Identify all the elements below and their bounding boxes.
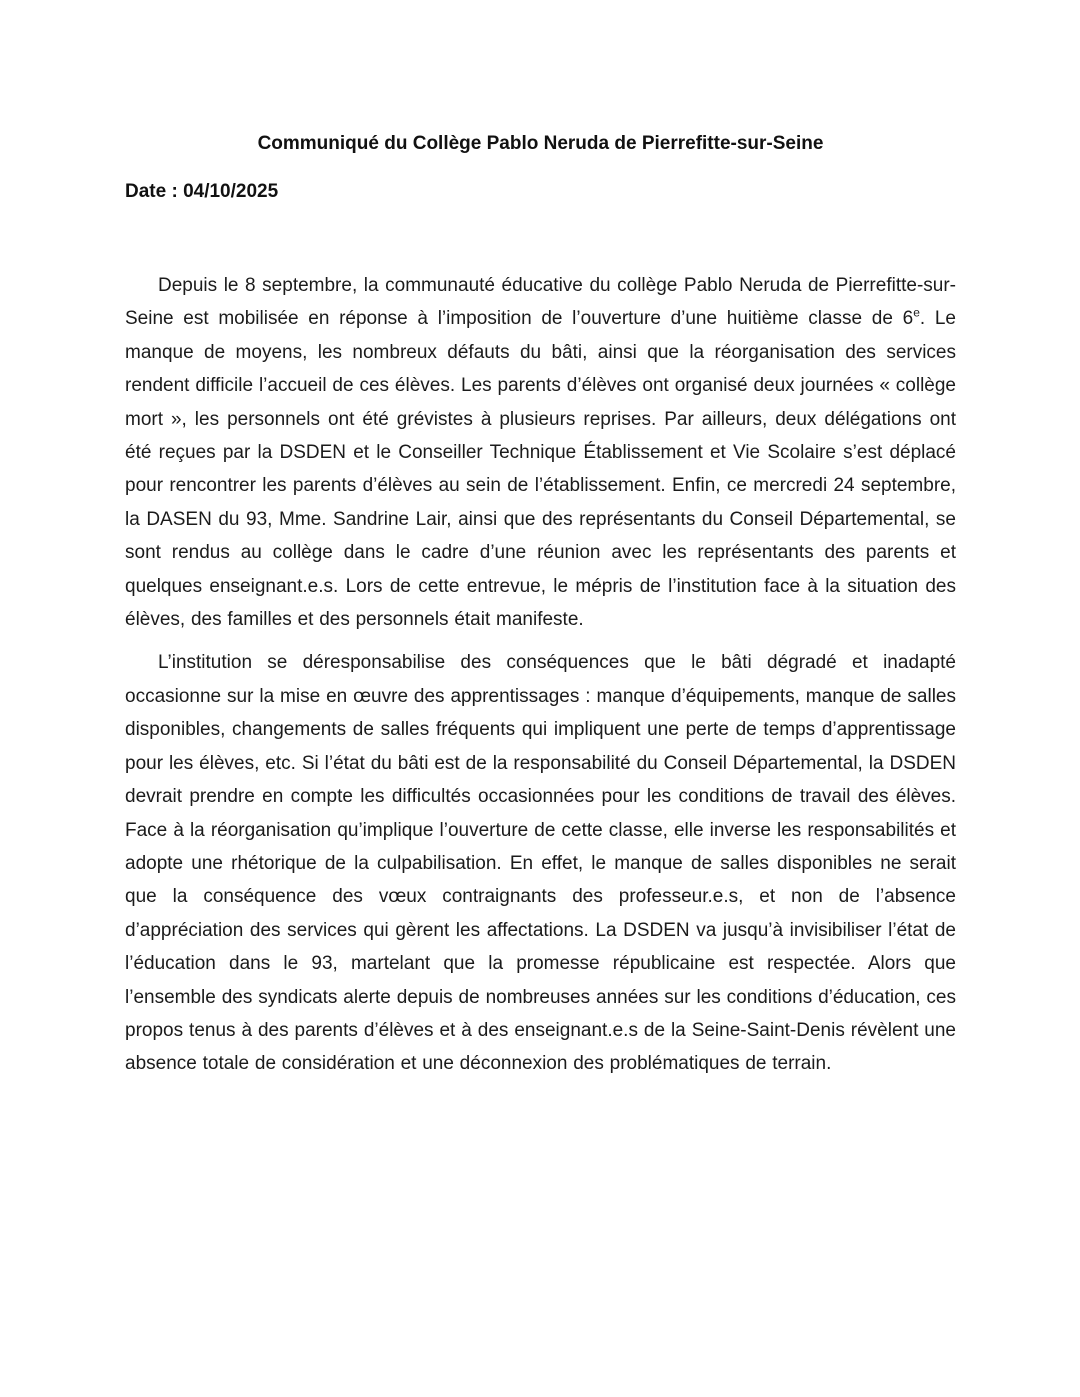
ordinal-superscript: e: [913, 306, 920, 321]
paragraph-2: L’institution se déresponsabilise des conséquences que le bâti dégradé et inadapté occasionne sur la mise en œuvre des apprentissages : manque d’équipements, manque de salles disponibles, changements de salles fréquents qui impliquent une perte de temps d’apprentissage pour les élèves, etc. Si l’état du bâti est de la responsabilité du Conseil Départemental, la DSDEN devrait prendre en compte les difficultés occasionnées pour les conditions de travail des élèves. Face à la réorganisation qu’implique l’ouverture de cette classe, elle inverse les responsabilités et adopte une rhétorique de la culpabilisation. En effet, le manque de salles disponibles ne serait que la conséquence des vœux contraignants des professeur.e.s, et non de l’absence d’appréciation des services qui gèrent les affectations. La DSDEN va jusqu’à invisibiliser l’état de l’éducation dans le 93, martelant que la promesse républicaine est respectée. Alors que l’ensemble des syndicats alerte depuis de nombreuses années sur les conditions d’éducation, ces propos tenus à des parents d’élèves et à des enseignant.e.s de la Seine-Saint-Denis révèlent une absence totale de considération et une déconnexion des problématiques de terrain.: [125, 652, 956, 1075]
date-line: Date : 04/10/2025: [125, 181, 279, 202]
paragraph-1: [125, 269, 956, 636]
paragraph-1-text: Depuis le 8 septembre, la communauté éducative du collège Pablo Neruda de Pierrefitte-sur-Seine est mobilisée en réponse à l’imposition de l’ouverture d’une huitième classe de 6: [125, 275, 956, 330]
paragraph-1-text-continued: . Le manque de moyens, les nombreux défauts du bâti, ainsi que la réorganisation des services rendent difficile l’accueil de ces élèves. Les parents d’élèves ont organisé deux journées « collège mort », les personnels ont été grévistes à plusieurs reprises. Par ailleurs, deux délégations ont été reçues par la DSDEN et le Conseiller Technique Établissement et Vie Scolaire s’est déplacé pour rencontrer les parents d’élèves au sein de l’établissement. Enfin, ce mercredi 24 septembre, la DASEN du 93, Mme. Sandrine Lair, ainsi que des représentants du Conseil Départemental, se sont rendus au collège dans le cadre d’une réunion avec les représentants des parents et quelques enseignant.e.s. Lors de cette entrevue, le mépris de l’institution face à la situation des élèves, des familles et des personnels était manifeste.: [125, 308, 956, 631]
document-title: Communiqué du Collège Pablo Neruda de Pierrefitte-sur-Seine: [257, 133, 824, 154]
